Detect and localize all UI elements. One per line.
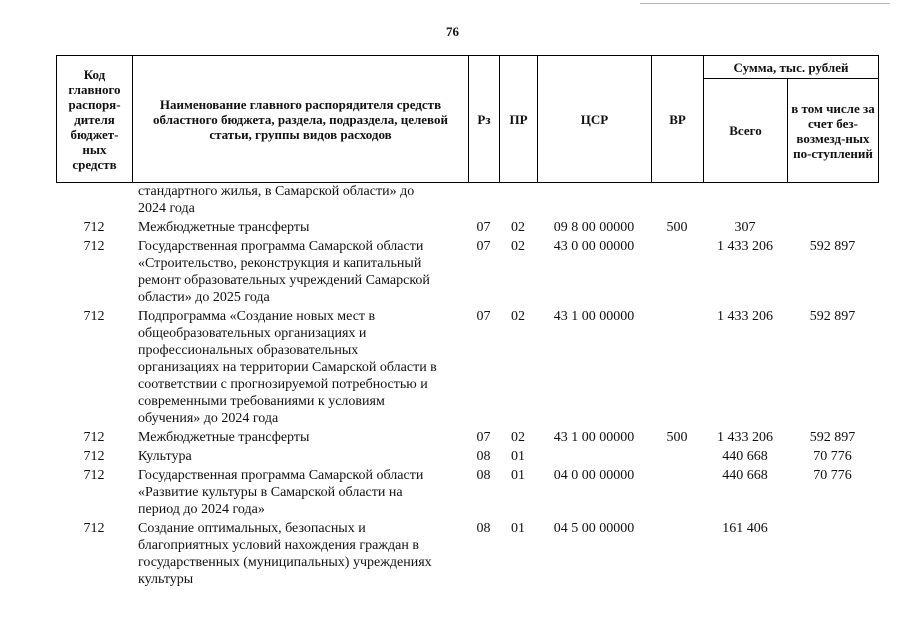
table-row [56,219,878,236]
cell-name-line: области» до 2025 года [138,290,270,305]
cell-name [132,219,468,236]
cell-pr [499,183,537,217]
cell-kod: 712 [83,430,105,445]
cell-rz: 07 [476,239,491,254]
cell-kod: 712 [83,239,105,254]
cell-name-line: государственных (муниципальных) учреждениях [138,555,432,570]
cell-pr: 02 [511,309,525,324]
cell-name [132,448,468,465]
cell-pr: 02 [511,239,525,254]
page-number: 76 [446,24,459,39]
cell-name-line: современными требованиями к условиям [138,394,385,409]
cell-kod: 712 [83,449,105,464]
cell-pr: 01 [511,449,525,464]
cell-kod: 712 [83,309,105,324]
cell-vsego: 440 668 [722,449,768,464]
cell-vr [651,467,703,518]
cell-name-line: период до 2024 года» [138,502,265,517]
cell-free [787,183,878,217]
cell-rz: 07 [476,220,491,235]
cell-csr [537,448,651,465]
cell-name-line: Создание оптимальных, безопасных и [138,521,366,536]
table-row [56,467,878,518]
table-row [56,448,878,465]
table-header [56,55,879,183]
cell-rz: 08 [476,468,491,483]
table-row [56,308,878,427]
cell-vsego [703,183,787,217]
cell-free: 592 897 [809,430,856,445]
cell-rz [468,183,499,217]
cell-name-line: «Развитие культуры в Самарской области на [138,485,403,500]
header-kod: Код главного распоря-дителя бюджет-ных средств [57,56,133,183]
cell-csr: 43 0 00 00000 [553,239,635,254]
table-row [56,238,878,306]
cell-free: 592 897 [809,239,856,254]
cell-name [132,520,468,588]
cell-pr: 02 [511,430,525,445]
cell-kod: 712 [83,220,105,235]
cell-free: 592 897 [809,309,856,324]
header-csr: ЦСР [538,56,652,183]
cell-pr: 01 [511,468,525,483]
cell-name-line: стандартного жилья, в Самарской области» до [138,184,415,199]
cell-name-line: обучения» до 2024 года [138,411,279,426]
cell-csr: 43 1 00 00000 [553,309,635,324]
cell-rz: 07 [476,430,491,445]
cell-name-line: соответствии с прогнозируемой потребностью и [138,377,428,392]
cell-free [787,520,878,588]
cell-vsego: 1 433 206 [717,309,773,324]
cell-csr: 04 0 00 00000 [553,468,635,483]
cell-kod: 712 [83,468,105,483]
header-name: Наименование главного распорядителя средств областного бюджета, раздела, подраздела, целевой статьи, группы видов расходов [133,56,469,183]
cell-vsego: 1 433 206 [717,239,773,254]
cell-name-line: Межбюджетные трансферты [138,430,310,445]
cell-free: 70 776 [813,468,852,483]
header-vr: ВР [652,56,704,183]
cell-name-line: ремонт образовательных учреждений Самарской [138,273,430,288]
cell-vr [651,238,703,306]
cell-name-line: культуры [138,572,194,587]
table-row [56,183,878,217]
cell-rz: 08 [476,449,491,464]
cell-vr [651,448,703,465]
cell-name-line: Межбюджетные трансферты [138,220,310,235]
header-free: в том числе за счет без-возмезд-ных по-ступлений [788,79,879,183]
cell-vr: 500 [666,220,688,235]
cell-rz: 08 [476,521,491,536]
scan-artifact-line [640,3,890,4]
table-body [56,183,878,588]
cell-name-line: профессиональных образовательных [138,343,359,358]
cell-name-line: Государственная программа Самарской области [138,239,424,254]
cell-csr: 04 5 00 00000 [553,521,635,536]
cell-kod [56,183,132,217]
header-rz: Рз [469,56,500,183]
cell-vr: 500 [666,430,688,445]
cell-pr: 01 [511,521,525,536]
cell-kod: 712 [83,521,105,536]
cell-name [132,308,468,427]
table-row [56,520,878,588]
cell-name [132,429,468,446]
cell-name [132,183,468,217]
table-row [56,429,878,446]
cell-vr [651,183,703,217]
cell-vr [651,308,703,427]
header-pr: ПР [500,56,538,183]
cell-vr [651,520,703,588]
cell-name-line: 2024 года [138,201,195,216]
cell-csr: 43 1 00 00000 [553,430,635,445]
cell-name-line: «Строительство, реконструкция и капитальный [138,256,422,271]
cell-vsego: 440 668 [722,468,768,483]
cell-vsego: 161 406 [722,521,768,536]
header-summa: Сумма, тыс. рублей [704,56,879,79]
cell-free: 70 776 [813,449,852,464]
cell-name [132,238,468,306]
cell-name-line: Культура [138,449,192,464]
cell-pr: 02 [511,220,525,235]
cell-name-line: благоприятных условий нахождения граждан в [138,538,419,553]
cell-csr: 09 8 00 00000 [553,220,635,235]
header-vsego: Всего [704,79,788,183]
cell-name-line: общеобразовательных организациях и [138,326,367,341]
cell-csr [537,183,651,217]
cell-free [787,219,878,236]
cell-name [132,467,468,518]
cell-name-line: Государственная программа Самарской области [138,468,424,483]
cell-name-line: Подпрограмма «Создание новых мест в [138,309,376,324]
cell-vsego: 1 433 206 [717,430,773,445]
cell-rz: 07 [476,309,491,324]
cell-name-line: организациях на территории Самарской области в [138,360,437,375]
cell-vsego: 307 [734,220,756,235]
